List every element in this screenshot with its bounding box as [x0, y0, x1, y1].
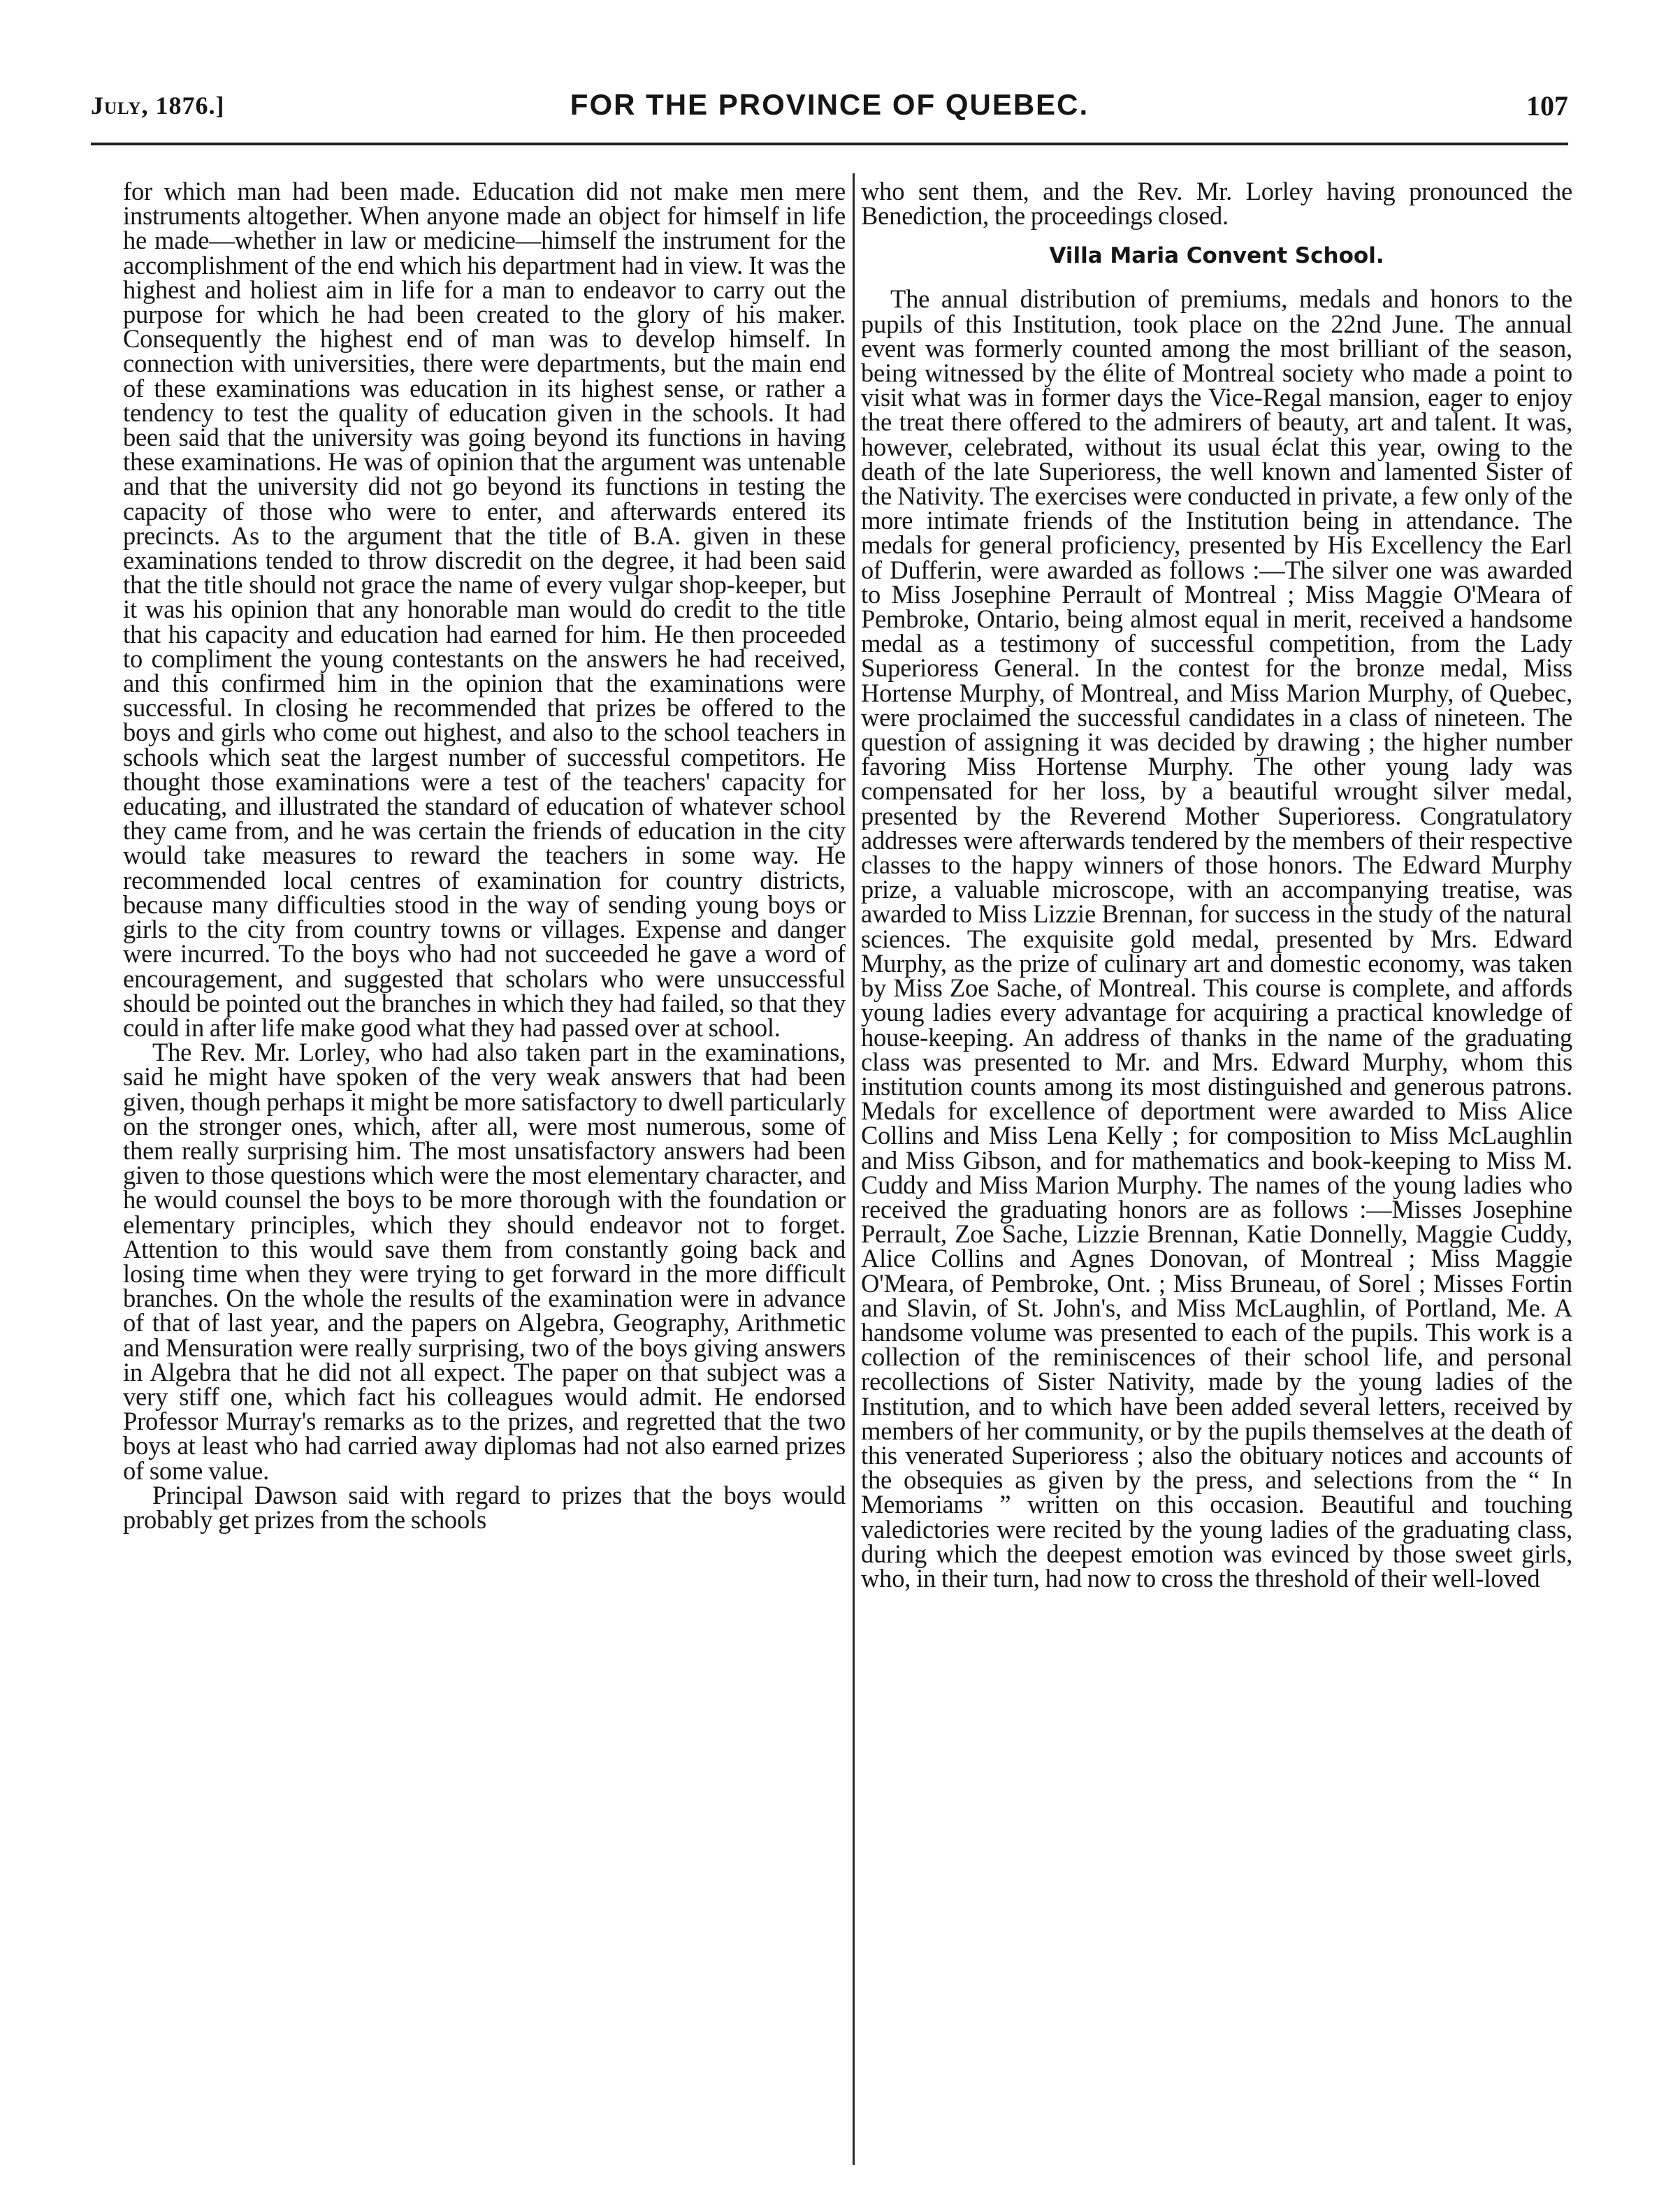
running-title: FOR THE PROVINCE OF QUEBEC.: [570, 88, 1089, 121]
paragraph-benediction: who sent them, and the Rev. Mr. Lorley having pronounced the Benediction, the proceedings closed.: [861, 179, 1572, 231]
page-number: 107: [1526, 90, 1568, 122]
paragraph-villa-maria: The annual distribution of premiums, medals and honors to the pupils of this Institution, took place on the 22nd June. The annual event was formerly counted among the most brilliant of the season, being witnessed by the élite of Montreal society who made a point to visit what was in former days the Vice-Regal mansion, eager to enjoy the treat there offered to the admirers of beauty, art and talent. It was, however, celebrated, without its usual éclat this year, owing to the death of the late Superioress, the well known and lamented Sister of the Nativity. The exercises were conducted in private, a few only of the more intimate friends of the Institution being in attendance. The medals for general proficiency, presented by His Excellency the Earl of Dufferin, were awarded as follows :—The silver one was awarded to Miss Josephine Perrault of Montreal ; Miss Maggie O'Meara of Pembroke, Ontario, being almost equal in merit, received a handsome medal as a testimony of successful competition, from the Lady Superioress General. In the contest for the bronze medal, Miss Hortense Murphy, of Montreal, and Miss Marion Murphy, of Quebec, were proclaimed the successful candidates in a class of nineteen. The question of assigning it was decided by drawing ; the higher number favoring Miss Hortense Murphy. The other young lady was compensated for her loss, by a beautiful wrought silver medal, presented by the Reverend Mother Superioress. Congratulatory addresses were afterwards tendered by the members of their respective classes to the happy winners of those honors. The Edward Murphy prize, a valuable microscope, with an accompanying treatise, was awarded to Miss Lizzie Brennan, for success in the study of the natural sciences. The exquisite gold medal, presented by Mrs. Edward Murphy, as the prize of culinary art and domestic economy, was taken by Miss Zoe Sache, of Montreal. This course is complete, and affords young ladies every advantage for acquiring a practical knowledge of house-keeping. An address of thanks in the name of the graduating class was presented to Mr. and Mrs. Edward Murphy, whom this institution counts among its most distinguished and generous patrons. Medals for excellence of deportment were awarded to Miss Alice Collins and Miss Lena Kelly ; for composition to Miss McLaughlin and Miss Gibson, and for mathematics and book-keeping to Miss M. Cuddy and Miss Marion Murphy. The names of the young ladies who received the graduating honors are as follows :—Misses Josephine Perrault, Zoe Sache, Lizzie Brennan, Katie Donnelly, Maggie Cuddy, Alice Collins and Agnes Donovan, of Montreal ; Miss Maggie O'Meara, of Pembroke, Ont. ; Miss Bruneau, of Sorel ; Misses Fortin and Slavin, of St. John's, and Miss McLaughlin, of Portland, Me. A handsome volume was presented to each of the pupils. This work is a collection of the reminiscences of their school life, and personal recollections of Sister Nativity, made by the young ladies of the Institution, and to which have been added several letters, received by members of her community, or by the pupils themselves at the death of this venerated Superioress ; also the obituary notices and accounts of the obsequies as given by the press, and selections from the “ In Memoriams ” written on this occasion. Beautiful and touching valedictories were recited by the young ladies of the graduating class, during which the deepest emotion was evinced by those sweet girls, who, in their turn, had now to cross the threshold of their well-loved: [861, 284, 1572, 1593]
section-heading: Villa Maria Convent School.: [1049, 243, 1384, 269]
header-rule: [91, 143, 1568, 145]
page-header: [91, 85, 1568, 134]
right-column: [861, 179, 1572, 2163]
left-column: [123, 179, 846, 2163]
issue-date: July, 1876.]: [91, 92, 225, 119]
paragraph-education: for which man had been made. Education did not make men mere instruments altogether. When anyone made an object for himself in life he made—whether in law or medicine—himself the instrument for the accomplishment of the end which his department had in view. It was the highest and holiest aim in life for a man to endeavor to carry out the purpose for which he had been created to the glory of his maker. Consequently the highest end of man was to develop himself. In connection with universities, there were departments, but the main end of these examinations was education in its highest sense, or rather a tendency to test the quality of education given in the schools. It had been said that the university was going beyond its functions in having these examinations. He was of opinion that the argument was untenable and that the university did not go beyond its functions in testing the capacity of those who were to enter, and afterwards entered its precincts. As to the argument that the title of B.A. given in these examinations tended to throw discredit on the degree, it had been said that the title should not grace the name of every vulgar shop-keeper, but it was his opinion that any honorable man would do credit to the title that his capacity and education had earned for him. He then proceeded to compliment the young contestants on the answers he had received, and this confirmed him in the opinion that the examinations were successful. In closing he recommended that prizes be offered to the boys and girls who come out highest, and also to the school teachers in schools which seat the largest number of successful competitors. He thought those examinations were a test of the teachers' capacity for educating, and illustrated the standard of education of whatever school they came from, and he was certain the friends of education in the city would take measures to reward the teachers in some way. He recommended local centres of examination for country districts, because many difficulties stood in the way of sending young boys or girls to the city from country towns or villages. Expense and danger were incurred. To the boys who had not succeeded he gave a word of encouragement, and suggested that scholars who were unsuccessful should be pointed out the branches in which they had failed, so that they could in after life make good what they had passed over at school.: [123, 179, 846, 1042]
paragraph-principal-dawson: Principal Dawson said with regard to prizes that the boys would probably get prizes from the schools: [123, 1480, 846, 1534]
paragraph-rev-lorley: The Rev. Mr. Lorley, who had also taken part in the examinations, said he might have spoken of the very weak answers that had been given, though perhaps it might be more satisfactory to dwell particularly on the stronger ones, which, after all, were most numerous, some of them really surprising him. The most unsatisfactory answers had been given to those questions which were the most elementary character, and he would counsel the boys to be more thorough with the foundation or elementary principles, which they should endeavor not to forget. Attention to this would save them from constantly going back and losing time when they were trying to get forward in the more difficult branches. On the whole the results of the examination were in advance of that of last year, and the papers on Algebra, Geography, Arithmetic and Mensuration were really surprising, two of the boys giving answers in Algebra that he did not all expect. The paper on that subject was a very stiff one, which fact his colleagues would admit. He endorsed Professor Murray's remarks as to the prizes, and regretted that the two boys at least who had carried away diplomas had not also earned prizes of some value.: [123, 1038, 846, 1485]
column-divider: [853, 173, 855, 2165]
